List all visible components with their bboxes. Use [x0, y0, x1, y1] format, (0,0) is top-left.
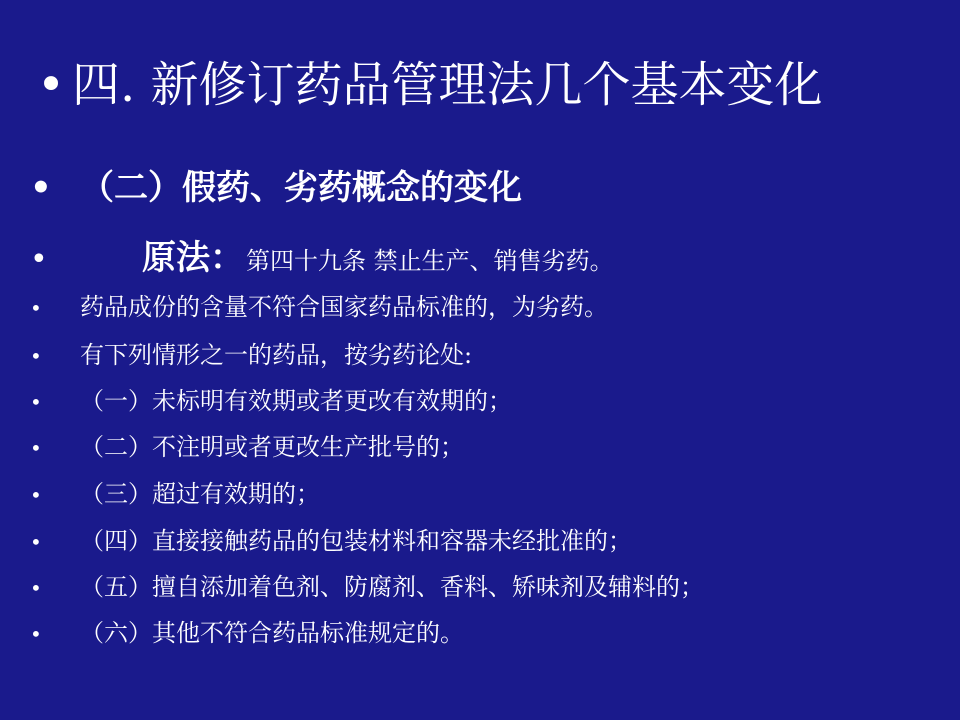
section-heading-text: （二）假药、劣药概念的变化	[80, 168, 522, 208]
bullet-icon: •	[30, 436, 42, 460]
list-item-text: （四）直接接触药品的包装材料和容器未经批准的；	[80, 527, 632, 555]
section-heading	[30, 160, 522, 216]
list-item	[30, 613, 464, 654]
list-item	[30, 567, 704, 608]
bullet-icon: •	[30, 344, 42, 368]
list-item	[30, 474, 320, 515]
bullet-icon: •	[36, 57, 66, 113]
list-item-text: （一）未标明有效期或者更改有效期的；	[80, 387, 512, 415]
bullet-icon: •	[30, 530, 42, 554]
bullet-icon: •	[30, 296, 42, 320]
list-item-text: 药品成份的含量不符合国家药品标准的，为劣药。	[80, 293, 608, 321]
slide-title-text: 四. 新修订药品管理法几个基本变化	[72, 57, 823, 113]
slide-title	[30, 50, 823, 120]
list-item	[30, 335, 472, 376]
list-item-text: （五）擅自添加着色剂、防腐剂、香料、矫味剂及辅料的；	[80, 573, 704, 601]
bullet-icon: •	[30, 576, 42, 600]
bullet-icon: •	[30, 622, 42, 646]
original-law-text: 第四十九条 禁止生产、销售劣药。	[246, 247, 614, 275]
list-item	[30, 521, 632, 562]
list-item	[30, 427, 464, 468]
list-item-text: （六）其他不符合药品标准规定的。	[80, 619, 464, 647]
bullet-icon: •	[30, 242, 48, 277]
original-law-label: 原法：	[142, 238, 244, 278]
list-item	[30, 381, 512, 422]
list-item-text: 有下列情形之一的药品，按劣药论处:	[80, 341, 473, 369]
bullet-icon: •	[30, 168, 52, 208]
bullet-icon: •	[30, 483, 42, 507]
list-item-text: （二）不注明或者更改生产批号的；	[80, 433, 464, 461]
original-law-line	[30, 232, 614, 290]
list-item-text: （三）超过有效期的；	[80, 480, 320, 508]
list-item	[30, 287, 608, 328]
bullet-icon: •	[30, 390, 42, 414]
